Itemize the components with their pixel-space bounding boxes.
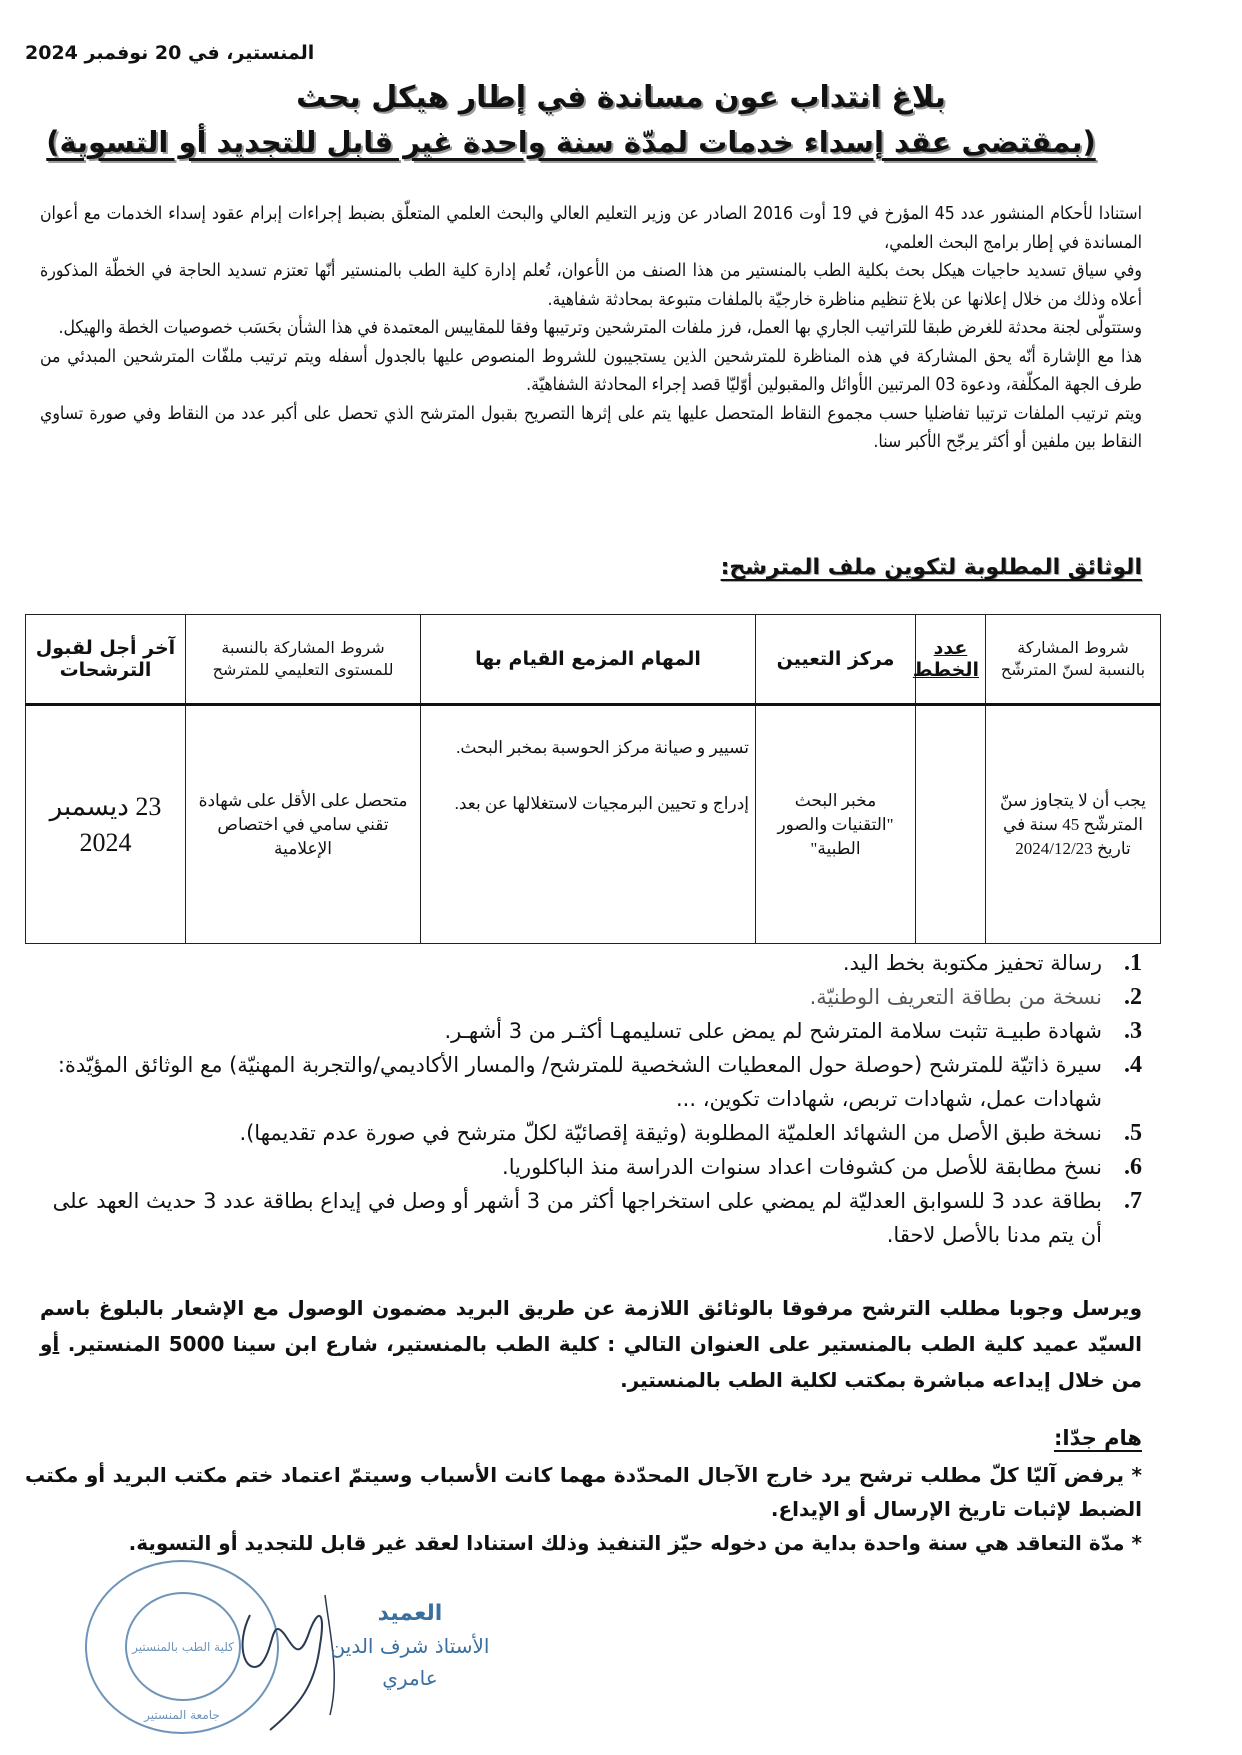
list-text: نسخ مطابقة للأصل من كشوفات اعداد سنوات الدراسة منذ الباكلوريا. [502, 1155, 1102, 1179]
deadline-year: 2024 [79, 827, 132, 857]
stamp-center-text: كلية الطب بالمنستير [125, 1592, 241, 1701]
intro-paragraph: وستتولّى لجنة محدثة للغرض طبقا للتراتيب الجاري بها العمل، فرز ملفات المترشحين وترتيبها وفقا للمقاييس المعتمدة في هذا الشأن بحَسَب خصوصيات الخطة والهيكل. [58, 318, 1142, 338]
task-item: إدراج و تحيين البرمجيات لاستغلالها عن بعد. [454, 794, 749, 813]
requirements-table [25, 614, 1161, 944]
signatory-role: العميد [377, 1601, 443, 1626]
header-age-condition: شروط المشاركة بالنسبة لسنّ المترشّح [986, 615, 1161, 705]
cell-deadline [26, 705, 186, 944]
list-item [40, 946, 1142, 980]
intro-paragraph: وفي سياق تسديد حاجيات هيكل بحث بكلية الطب بالمنستير من هذا الصنف من الأعوان، تُعلم إدارة كلية الطب بالمنستير أنّها تعتزم تسديد الحاجة في الخطّة المذكورة أعلاه وذلك من خلال إعلانها عن بلاغ تنظيم مناظرة خارجيّة بالملفات متبوعة بمحادثة شفاهية. [40, 261, 1142, 310]
cell-age-condition: يجب أن لا يتجاوز سنّ المترشّح 45 سنة في تاريخ 2024/12/23 [986, 705, 1161, 944]
table-row [26, 705, 1161, 944]
intro-paragraph: استنادا لأحكام المنشور عدد 45 المؤرخ في 19 أوت 2016 الصادر عن وزير التعليم العالي والبحث العلمي المتعلّق بضبط إجراءات إبرام عقود إسداء الخدمات مع أعوان المساندة في إطار برامج البحث العلمي، [40, 204, 1142, 253]
list-number: 5. [1124, 1120, 1142, 1146]
important-notes [25, 1458, 1142, 1560]
list-text: بطاقة عدد 3 للسوابق العدليّة لم يمضي على استخراجها أكثر من 3 أشهر أو وصل في إيداع بطاقة عدد 3 حديث العهد على أن يتم مدنا بالأصل لاحقا. [52, 1189, 1102, 1247]
signature-block [310, 1598, 510, 1694]
list-item [40, 1048, 1142, 1116]
important-title: هام جدّا: [1053, 1426, 1142, 1450]
list-text: نسخة من بطاقة التعريف الوطنيّة. [809, 985, 1102, 1009]
cell-positions-count [916, 705, 986, 944]
header-deadline: آخر أجل لقبول الترشحات [26, 615, 186, 705]
header-assignment-center: مركز التعيين [756, 615, 916, 705]
sending-instructions [40, 1290, 1142, 1398]
sending-or: أو [40, 1332, 60, 1356]
cell-tasks [421, 705, 756, 944]
dateline: المنستير، في 20 نوفمبر 2024 [25, 42, 315, 64]
list-text: شهادة طبيـة تثبت سلامة المترشح لم يمض على تسليمهـا أكثـر من 3 أشهـر. [444, 1019, 1102, 1043]
list-item [40, 1014, 1142, 1048]
intro-section [40, 200, 1142, 457]
list-number: 2. [1124, 984, 1142, 1010]
document-title: بلاغ انتداب عون مساندة في إطار هيكل بحث [296, 80, 946, 115]
important-note: * مدّة التعاقد هي سنة واحدة بداية من دخوله حيّز التنفيذ وذلك استنادا لعقد غير قابل للتجديد أو التسوية. [128, 1531, 1142, 1555]
list-number: 7. [1124, 1188, 1142, 1214]
list-number: 1. [1124, 950, 1142, 976]
sending-text-after: من خلال إيداعه مباشرة بمكتب لكلية الطب بالمنستير. [620, 1368, 1142, 1392]
header-education-condition: شروط المشاركة بالنسبة للمستوى التعليمي للمترشح [186, 615, 421, 705]
task-item: تسيير و صيانة مركز الحوسبة بمخبر البحث. [456, 738, 749, 757]
intro-paragraph: ويتم ترتيب الملفات ترتيبا تفاضليا حسب مجموع النقاط المتحصل عليها يتم على إثرها التصريح بقبول المترشح الذي تحصل على أكبر عدد من النقاط وفي صورة تساوي النقاط بين ملفين أو أكثر يرجّح الأكبر سنا. [40, 403, 1142, 452]
list-text: رسالة تحفيز مكتوبة بخط اليد. [842, 951, 1102, 975]
documents-heading: الوثائق المطلوبة لتكوين ملف المترشح: [720, 555, 1142, 580]
header-tasks: المهام المزمع القيام بها [421, 615, 756, 705]
stamp-ring-text: جامعة المنستير [144, 1708, 220, 1722]
intro-paragraph: هذا مع الإشارة أنّه يحق المشاركة في هذه المناظرة للمترشحين الذين يستجيبون للشروط المنصوص عليها بالجدول أسفله ويتم ترتيب ملفّات المترشحين المبدئي من طرف الجهة المكلّفة، ودعوة 03 المرتبين الأوائل والمقبولين أوّليّا قصد إجراء المحادثة الشفاهيّة. [40, 346, 1142, 395]
list-number: 6. [1124, 1154, 1142, 1180]
cell-education-condition: متحصل على الأقل على شهادة تقني سامي في اختصاص الإعلامية [186, 705, 421, 944]
list-text: نسخة طبق الأصل من الشهائد العلميّة المطلوبة (وثيقة إقصائيّة لكلّ مترشح في صورة عدم تقديمها). [239, 1121, 1102, 1145]
cell-assignment-center: مخبر البحث "التقنيات والصور الطبية" [756, 705, 916, 944]
list-item [40, 1150, 1142, 1184]
list-item [40, 1116, 1142, 1150]
deadline-day-month: 23 ديسمبر [49, 791, 162, 821]
list-number: 4. [1124, 1052, 1142, 1078]
header-positions-count: عدد الخطط [916, 615, 986, 705]
list-text: سيرة ذاتيّة للمترشح (حوصلة حول المعطيات الشخصية للمترشح/ والمسار الأكاديمي/والتجربة المهنيّة) مع الوثائق المؤيّدة: شهادات عمل، شهادات تربص، شهادات تكوين، ... [57, 1053, 1102, 1111]
signatory-name: الأستاذ شرف الدين عامري [330, 1634, 490, 1690]
list-item [40, 1184, 1142, 1252]
sending-text: ويرسل وجوبا مطلب الترشح مرفوقا بالوثائق اللازمة عن طريق البريد مضمون الوصول مع الإشعار بالبلوغ باسم السيّد عميد كلية الطب بالمنستير على العنوان التالي : كلية الطب بالمنستير، شارع ابن سينا 5000 المنستير. [40, 1296, 1142, 1356]
required-documents-list [40, 946, 1142, 1252]
list-number: 3. [1124, 1018, 1142, 1044]
list-item [40, 980, 1142, 1014]
table-header-row [26, 615, 1161, 705]
important-note: * يرفض آليّا كلّ مطلب ترشح يرد خارج الآجال المحدّدة مهما كانت الأسباب وسيتمّ اعتماد ختم مكتب البريد أو مكتب الضبط لإثبات تاريخ الإرسال أو الإيداع. [25, 1463, 1142, 1521]
document-subtitle: (بمقتضى عقد إسداء خدمات لمدّة سنة واحدة غير قابل للتجديد أو التسوية) [46, 125, 1096, 159]
